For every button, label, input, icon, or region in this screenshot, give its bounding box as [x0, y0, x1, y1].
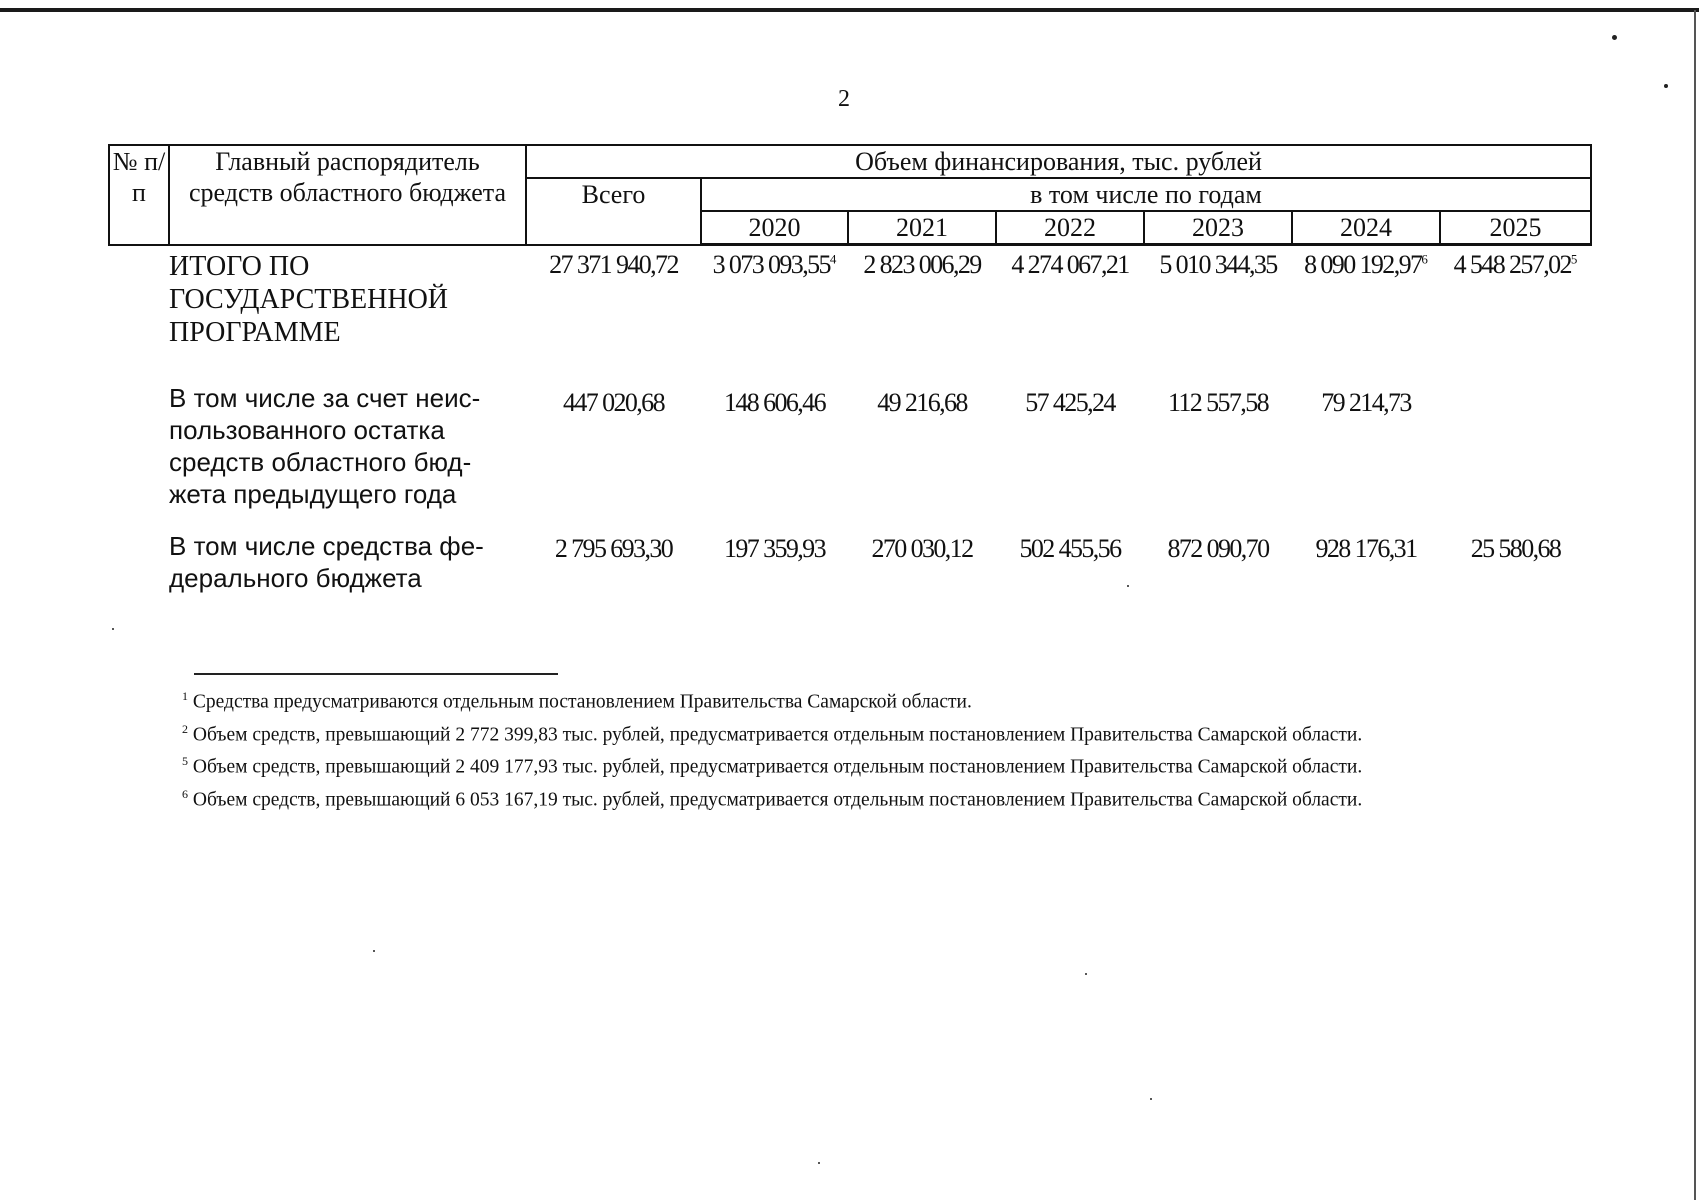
header-year-2024: 2024 [1292, 211, 1440, 245]
footnote-text: Средства предусматриваются отдельным постановлением Правительства Самарской области. [192, 691, 972, 713]
footnote-text: Объем средств, превышающий 2 409 177,93 тыс. рублей, предусматривается отдельным постановлением Правительства Самарской области. [192, 756, 1363, 778]
cell-2021: 270 030,12 [871, 534, 973, 563]
cell-2025 [1440, 378, 1591, 530]
footnote-ref: 6 [1421, 251, 1428, 267]
footnote-mark: 2 [182, 721, 188, 736]
cell-value: 4 548 257,02 [1453, 250, 1571, 279]
footnote [182, 716, 1593, 749]
cell-2024: 928 176,31 [1315, 534, 1417, 563]
footnote-text: Объем средств, превышающий 6 053 167,19 тыс. рублей, предусматривается отдельным постановлением Правительства Самарской области. [192, 789, 1363, 810]
cell-value: 8 090 192,97 [1304, 250, 1422, 279]
footnote-ref: 5 [1570, 251, 1578, 267]
header-year-2020: 2020 [701, 211, 848, 245]
cell-2023: 5 010 344,35 [1159, 250, 1277, 279]
cell-total: 447 020,68 [562, 388, 664, 417]
footnote-text: Объем средств, превышающий 2 772 399,83 тыс. рублей, предусматривается отдельным постановлением Правительства Самарской области. [192, 724, 1363, 745]
header-year-2022: 2022 [996, 211, 1144, 245]
cell-2021: 2 823 006,29 [863, 250, 981, 279]
row-num [109, 378, 169, 530]
cell-2025 [1440, 245, 1591, 379]
footnote-mark: 6 [182, 786, 188, 801]
header-main-manager: Главный распорядитель средств областного бюджета [169, 145, 526, 245]
cell-2024: 79 214,73 [1321, 388, 1411, 417]
scan-speck [112, 628, 114, 630]
row-label: ИТОГО ПО ГОСУДАРСТВЕННОЙ ПРОГРАММЕ [169, 250, 449, 348]
row-label: В том числе средства фе-дерального бюджета [169, 531, 484, 593]
footnote [182, 781, 1593, 814]
cell-2022: 4 274 067,21 [1011, 250, 1129, 279]
header-volume: Объем финансирования, тыс. рублей [526, 145, 1591, 178]
header-year-2023: 2023 [1144, 211, 1292, 245]
footnote-ref: 4 [829, 251, 837, 267]
top-border-rule [0, 8, 1699, 12]
scan-speck [373, 950, 375, 952]
header-num: № п/п [109, 145, 169, 245]
cell-2022: 57 425,24 [1025, 388, 1115, 417]
row-num [109, 245, 169, 379]
footnote [182, 683, 1593, 716]
header-by-years: в том числе по годам [701, 178, 1591, 211]
financing-table [108, 144, 1592, 604]
footnotes [182, 683, 1593, 813]
table-row-unused-balance [109, 378, 1591, 530]
scan-speck [1150, 1098, 1152, 1100]
footnote-mark: 1 [182, 689, 188, 703]
cell-total: 2 795 693,30 [554, 534, 673, 563]
table-row-program-total [109, 245, 1591, 379]
header-year-2021: 2021 [848, 211, 996, 245]
table-row-federal-budget [109, 530, 1591, 604]
footnote-separator [194, 673, 558, 675]
cell-2023: 872 090,70 [1167, 534, 1269, 563]
row-label: В том числе за счет неис-пользованного остатка средств областного бюд-жета предыдущего года [169, 383, 481, 509]
scan-speck [1612, 35, 1617, 40]
scan-speck [818, 1162, 820, 1164]
cell-2020: 148 606,46 [723, 388, 825, 417]
cell-2020 [701, 245, 848, 379]
cell-2021: 49 216,68 [877, 388, 967, 417]
scan-speck [1085, 973, 1087, 975]
cell-2022: 502 455,56 [1019, 534, 1121, 563]
header-year-2025: 2025 [1440, 211, 1591, 245]
cell-2025: 25 580,68 [1470, 534, 1561, 563]
cell-2020: 197 359,93 [723, 534, 825, 563]
cell-2023: 112 557,58 [1167, 388, 1269, 417]
footnote-mark: 5 [182, 754, 188, 768]
right-border-rule [1694, 10, 1696, 1200]
scan-speck [1127, 585, 1129, 587]
scan-speck [1664, 84, 1668, 88]
header-total: Всего [526, 178, 701, 245]
cell-value: 3 073 093,55 [712, 250, 830, 279]
page-number: 2 [838, 86, 850, 112]
footnote [182, 748, 1593, 781]
cell-2024 [1292, 245, 1440, 379]
cell-total: 27 371 940,72 [549, 249, 678, 279]
row-num [109, 530, 169, 604]
